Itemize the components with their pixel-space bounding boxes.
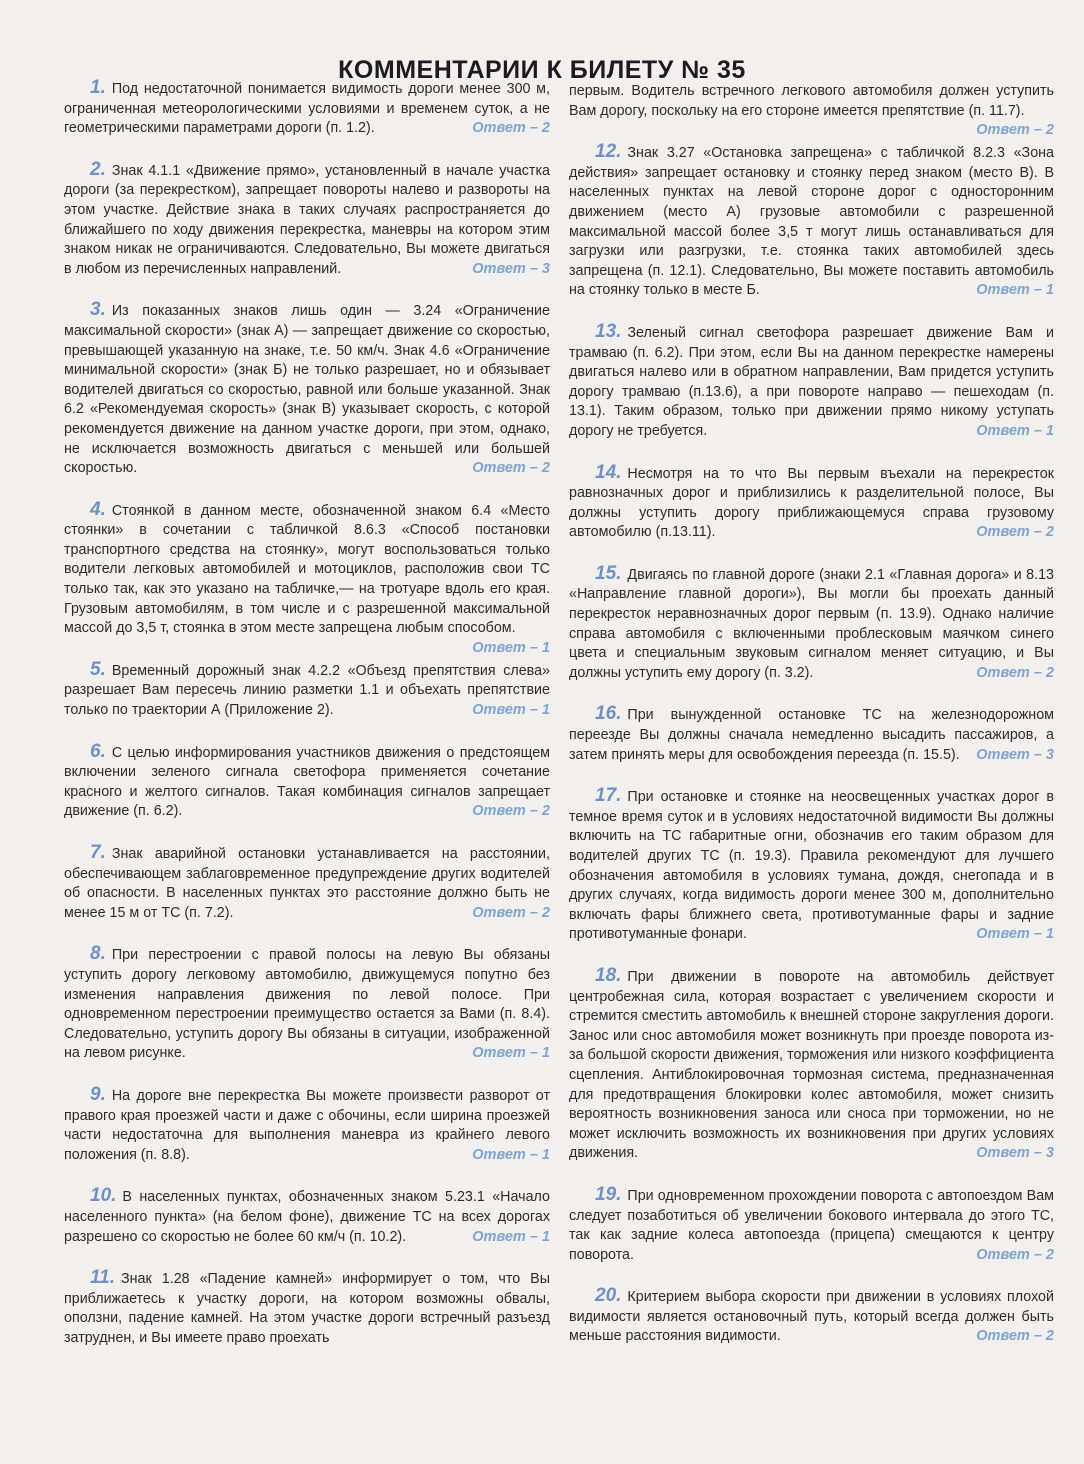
- item-number: 2.: [90, 158, 106, 180]
- answer-label: Ответ – 1: [472, 1228, 550, 1245]
- comment-item: [64, 944, 550, 1064]
- item-number: 9.: [90, 1083, 106, 1105]
- comment-item: [64, 843, 550, 923]
- item-number: 15.: [595, 562, 622, 584]
- comment-item: [64, 300, 550, 478]
- item-number: 8.: [90, 943, 106, 965]
- item-text: Временный дорожный знак 4.2.2 «Объезд препятствия слева» разрешает Вам пересечь линию разметки 1.1 и объехать препятствие только по траектории А (Приложение 2).: [64, 662, 550, 719]
- item-number: 6.: [90, 740, 106, 762]
- answer-label: Ответ – 2: [976, 122, 1054, 139]
- item-number: 13.: [595, 320, 622, 342]
- answer-label: Ответ – 3: [976, 1145, 1054, 1162]
- comment-item: [64, 78, 550, 139]
- item-text: При перестроении с правой полосы на левую Вы обязаны уступить дорогу легковому автомобилю, движущемуся попутно без изменения направления движения по левой полосе. При одновременном перестроении преимущество остается за Вами (п. 8.4). Следовательно, уступить дорогу Вы обязаны в ситуации, изображенной на левом рисунке.: [64, 947, 550, 1062]
- item-number: 4.: [90, 498, 106, 520]
- comment-item: [569, 1286, 1054, 1347]
- item-number: 16.: [595, 703, 622, 725]
- item-number: 20.: [595, 1285, 622, 1307]
- item-text: первым. Водитель встречного легкового автомобиля должен уступить Вам дорогу, поскольку на его стороне имеется препятствие (п. 11.7).: [569, 83, 1054, 119]
- item-number: 18.: [595, 964, 622, 986]
- item-number: 12.: [595, 141, 622, 163]
- answer-label: Ответ – 2: [976, 1246, 1054, 1263]
- answer-label: Ответ – 2: [976, 1328, 1054, 1345]
- item-number: 7.: [90, 842, 106, 863]
- item-text: При вынужденной остановке ТС на железнодорожном переезде Вы должны сначала немедленно высадить пассажиров, а затем принять меры для освобождения переезда (п. 15.5).: [569, 707, 1054, 763]
- item-text: Из показанных знаков лишь один — 3.24 «Ограничение максимальной скорости» (знак А) — запрещает движение со скоростью, превышающей указанную на знаке, т.е. 50 км/ч. Знак 4.6 «Ограничение минимальной скорости» (знак Б) не только разрешает, но и обязывает водителей двигаться со скоростью, равной или больше указанной. Знак 6.2 «Рекомендуемая скорость» (знак В) указывает скорость, с которой рекомендуется движение на данном участке дороги, при этом, однако, не исключается возможность двигаться с меньшей или большей скоростью.: [64, 303, 550, 477]
- answer-label: Ответ – 2: [472, 904, 550, 921]
- page-title: КОММЕНТАРИИ К БИЛЕТУ № 35: [338, 56, 746, 84]
- item-text: Знак 1.28 «Падение камней» информирует о том, что Вы приближаетесь к участку дороги, на котором возможны обвалы, оползни, падение камней. На этом участке дороги встречный разъезд затруднен, и Вы имеете право проехать: [64, 1271, 550, 1346]
- item-text: Знак аварийной остановки устанавливается на расстоянии, обеспечивающем заблаговременное предупреждение других водителей об опасности. В населенных пунктах это расстояние должно быть не менее 15 м от ТС (п. 7.2).: [64, 846, 550, 921]
- item-text: Знак 3.27 «Остановка запрещена» с табличкой 8.2.3 «Зона действия» запрещает остановку и стоянку перед знаком (место В). В населенных пунктах на левой стороне дорог с односторонним движением (место А) грузовые автомобили с разрешенной максимальной массой более 3,5 т могут лишь останавливаться для загрузки или разгрузки, т.е. стоянка таких автомобилей здесь запрещена (п. 12.1). Следовательно, Вы можете поставить автомобиль на стоянку только в месте Б.: [569, 145, 1054, 299]
- item-text: При одновременном прохождении поворота с автопоездом Вам следует позаботиться об увеличении бокового интервала до этого ТС, так как задние колеса автопоезда (прицепа) смещаются к центру поворота.: [569, 1187, 1054, 1263]
- item-text: При остановке и стоянке на неосвещенных участках дорог в темное время суток и в условиях недостаточной видимости Вы должны включить на ТС габаритные огни, обозначив его таким образом для водителей других ТС (п. 19.3). Правила рекомендуют для лучшего обозначения автомобиля в условиях тумана, дождя, снегопада и в других случаях, когда видимость дороги менее 300 м, дополнительно включать фары ближнего света, противотуманные фары и задние противотуманные фонари.: [569, 789, 1054, 943]
- answer-label: Ответ – 1: [472, 702, 550, 719]
- answer-label: Ответ – 1: [472, 1045, 550, 1062]
- item-text: Под недостаточной понимается видимость дороги менее 300 м, ограниченная метеорологическими условиями и временем суток, а не геометрическими параметрами дороги (п. 1.2).: [64, 81, 550, 137]
- comment-item-continued: [569, 82, 1054, 139]
- item-number: 10.: [90, 1185, 117, 1207]
- item-number: 5.: [90, 658, 106, 680]
- comment-item: [569, 966, 1054, 1164]
- comment-item: [569, 322, 1054, 442]
- item-text: Критерием выбора скорости при движении в условиях плохой видимости является остановочный путь, который всегда должен быть меньше расстояния видимости.: [569, 1289, 1054, 1345]
- answer-label: Ответ – 1: [472, 1146, 550, 1163]
- item-text: На дороге вне перекрестка Вы можете произвести разворот от правого края проезжей части и даже с обочины, если ширина проезжей части недостаточна для выполнения маневра из крайнего левого положения (п. 8.8).: [64, 1087, 550, 1163]
- item-number: 1.: [90, 77, 106, 98]
- comment-item: [569, 463, 1054, 543]
- comment-item: [64, 160, 550, 280]
- item-text: Несмотря на то что Вы первым въехали на перекресток равнозначных дорог и приблизились к разделительной полосе, Вы должны уступить дорогу приближающемуся справа грузовому автомобилю (п.13.11).: [569, 465, 1054, 541]
- right-column: [569, 82, 1054, 1347]
- item-text: Зеленый сигнал светофора разрешает движение Вам и трамваю (п. 6.2). При этом, если Вы на данном перекрестке намерены двигаться налево или в обратном направлении, Вам придется уступить дорогу трамваю (п.13.6), а при повороте направо — пешеходам (п. 13.1). Таким образом, только при движении прямо никому уступать дорогу не требуется.: [569, 324, 1054, 439]
- item-text: С целью информирования участников движения о предстоящем включении зеленого сигнала светофора применяется сочетание красного и желтого сигналов. Такая комбинация сигналов запрещает движение (п. 6.2).: [64, 744, 550, 820]
- answer-label: Ответ – 2: [472, 120, 550, 137]
- comment-item: [64, 1186, 550, 1247]
- answer-label: Ответ – 2: [976, 664, 1054, 681]
- answer-label: Ответ – 1: [976, 282, 1054, 299]
- comment-item: [64, 1268, 550, 1348]
- item-text: Знак 4.1.1 «Движение прямо», установленный в начале участка дороги (за перекрестком), запрещает повороты налево и развороты на этом участке. Действие знака в таких случаях распространяется до ближайшего по ходу движения перекрестка, маневры на котором этим знаком никак не ограничиваются. Следовательно, Вы можете двигаться в любом из перечисленных направлений.: [64, 162, 550, 277]
- item-text: Стоянкой в данном месте, обозначенной знаком 6.4 «Место стоянки» в сочетании с табличкой 8.6.3 «Способ постановки транспортного средства на стоянку», могут воспользоваться только водители легковых автомобилей и мотоциклов, расположив свои ТС только так, как это указано на табличке,— на тротуаре вдоль его края. Грузовым автомобилям, в том числе и с разрешенной максимальной массой до 3,5 т, стоянка в этом месте запрещена любым способом.: [64, 502, 550, 637]
- item-text: Двигаясь по главной дороге (знаки 2.1 «Главная дорога» и 8.13 «Направление главной дороги»), Вы могли бы проехать данный перекресток неравнозначных дорог первым (п. 13.9). Однако наличие справа автомобиля с включенными проблесковым маячком синего цвета и специальным звуковым сигналом меняет ситуацию, и Вы должны уступить ему дорогу (п. 3.2).: [569, 566, 1054, 681]
- item-number: 19.: [595, 1183, 622, 1205]
- item-number: 14.: [595, 461, 622, 483]
- answer-label: Ответ – 3: [472, 260, 550, 277]
- comment-item: [569, 1185, 1054, 1265]
- answer-label: Ответ – 2: [976, 524, 1054, 541]
- item-number: 11.: [90, 1267, 116, 1289]
- answer-label: Ответ – 2: [472, 803, 550, 820]
- comment-item: [569, 564, 1054, 684]
- answer-label: Ответ – 3: [976, 746, 1054, 763]
- item-number: 17.: [595, 785, 622, 807]
- answer-label: Ответ – 2: [472, 460, 550, 477]
- comment-item: [64, 742, 550, 822]
- comment-item: [64, 498, 550, 656]
- item-number: 3.: [90, 299, 106, 321]
- comment-item: [64, 1085, 550, 1165]
- left-column: [64, 78, 550, 1348]
- comment-item: [569, 786, 1054, 945]
- item-text: В населенных пунктах, обозначенных знаком 5.23.1 «Начало населенного пункта» (на белом фоне), движение ТС на всех дорогах разрешено со скоростью не более 60 км/ч (п. 10.2).: [64, 1189, 550, 1245]
- comment-item: [64, 660, 550, 721]
- comment-item: [569, 142, 1054, 301]
- answer-label: Ответ – 1: [472, 639, 550, 656]
- item-text: При движении в повороте на автомобиль действует центробежная сила, которая возрастает с увеличением скорости и стремится сместить автомобиль к внешней стороне закругления дороги. Занос или снос автомобиля может возникнуть при проезде поворота из-за большой скорости движения, торможения или низкого коэффициента сцепления. Антиблокировочная тормозная система, предназначенная для предотвращения блокировки колес автомобиля, может снизить вероятность возникновения заноса или сноса при торможении, но не может исключить возможность их возникновения при других условиях движения.: [569, 968, 1054, 1162]
- answer-label: Ответ – 1: [976, 422, 1054, 439]
- comment-item: [569, 704, 1054, 765]
- answer-label: Ответ – 1: [976, 926, 1054, 943]
